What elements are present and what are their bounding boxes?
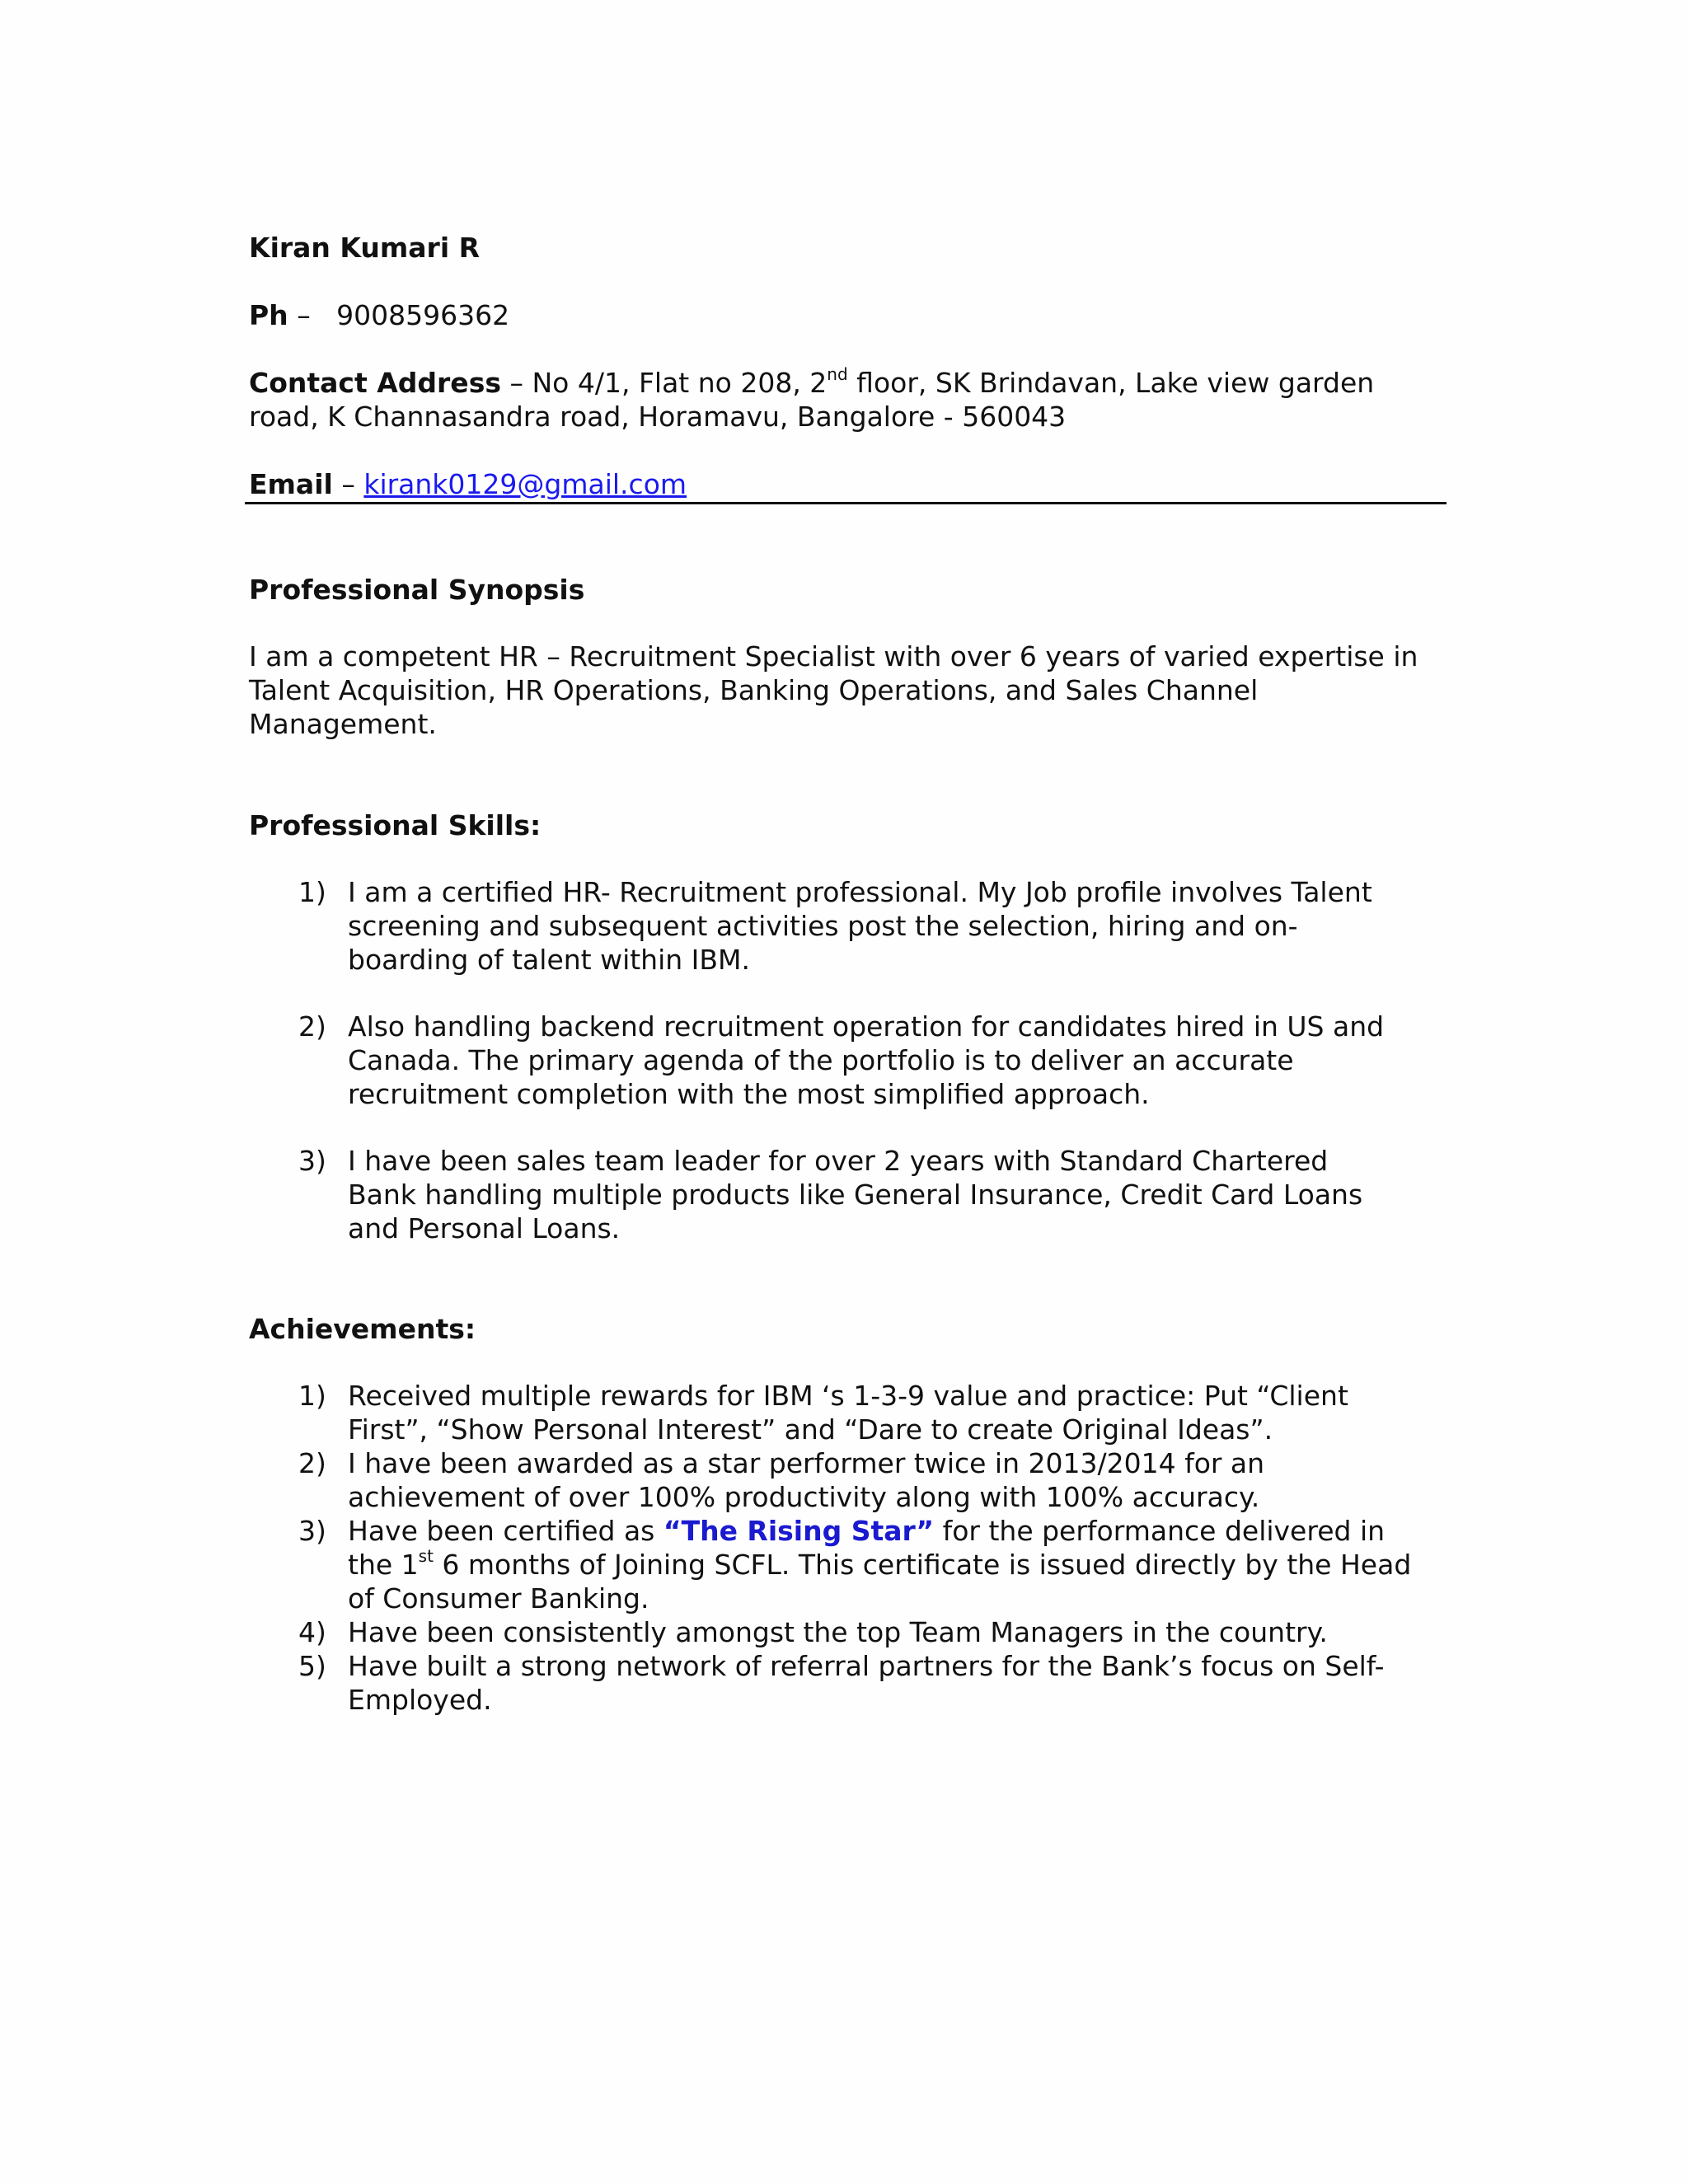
skills-list [249,875,1452,1245]
phone-number: 9008596362 [336,299,510,331]
skills-heading: Professional Skills: [249,809,542,841]
address-line-2: road, K Channasandra road, Horamavu, Bangalore - 560043 [249,401,1067,433]
list-item: 3) I have been sales team leader for over 2 years with Standard Chartered Bank handling multiple products like General Insurance, Credit Card Loans and Personal Loans. [298,1145,1363,1244]
achievements-heading: Achievements: [249,1313,476,1345]
list-item: 5) Have built a strong network of referral partners for the Bank’s focus on Self-Employed. [298,1650,1385,1716]
synopsis-heading: Professional Synopsis [249,574,585,606]
list-item: 4) Have been consistently amongst the top Team Managers in the country. [298,1616,1328,1648]
list-item: 3) Have been certified as “The Rising Star” for the performance delivered in the 1st 6 months of Joining SCFL. This certificate is issued directly by the Head of Consumer Banking. [298,1515,1412,1615]
address-line: Contact Address – No 4/1, Flat no 208, 2nd floor, SK Brindavan, Lake view garden road, K Channasandra road, Horamavu, Bangalore - 560043 [249,364,1375,433]
list-item: 2) Also handling backend recruitment operation for candidates hired in US and Canada. The primary agenda of the portfolio is to deliver an accurate recruitment completion with the most simplified approach. [298,1010,1385,1110]
list-item: 1) I am a certified HR- Recruitment professional. My Job profile involves Talent screening and subsequent activities post the selection, hiring and on-boarding of talent within IBM. [298,876,1372,976]
list-item: 1) Received multiple rewards for IBM ‘s 1-3-9 value and practice: Put “Client First”, “Show Personal Interest” and “Dare to create Original Ideas”. [298,1380,1348,1446]
phone-line: Ph – 9008596362 [249,299,510,331]
candidate-name: Kiran Kumari R [249,232,481,264]
resume-page [249,231,1452,1717]
achievements-list [249,1379,1452,1717]
rising-star-highlight: “The Rising Star” [663,1515,935,1547]
email-label: Email [249,468,333,500]
address-label: Contact Address [249,367,501,399]
phone-label: Ph [249,299,288,331]
list-item: 2) I have been awarded as a star performer twice in 2013/2014 for an achievement of over 100% productivity along with 100% accuracy. [298,1447,1265,1513]
email-link[interactable]: kirank0129@gmail.com [363,468,687,500]
email-line: Email – kirank0129@gmail.com [249,468,687,500]
synopsis-text: I am a competent HR – Recruitment Specialist with over 6 years of varied expertise in Talent Acquisition, HR Operations, Banking Operations, and Sales Channel Management. [249,640,1418,740]
